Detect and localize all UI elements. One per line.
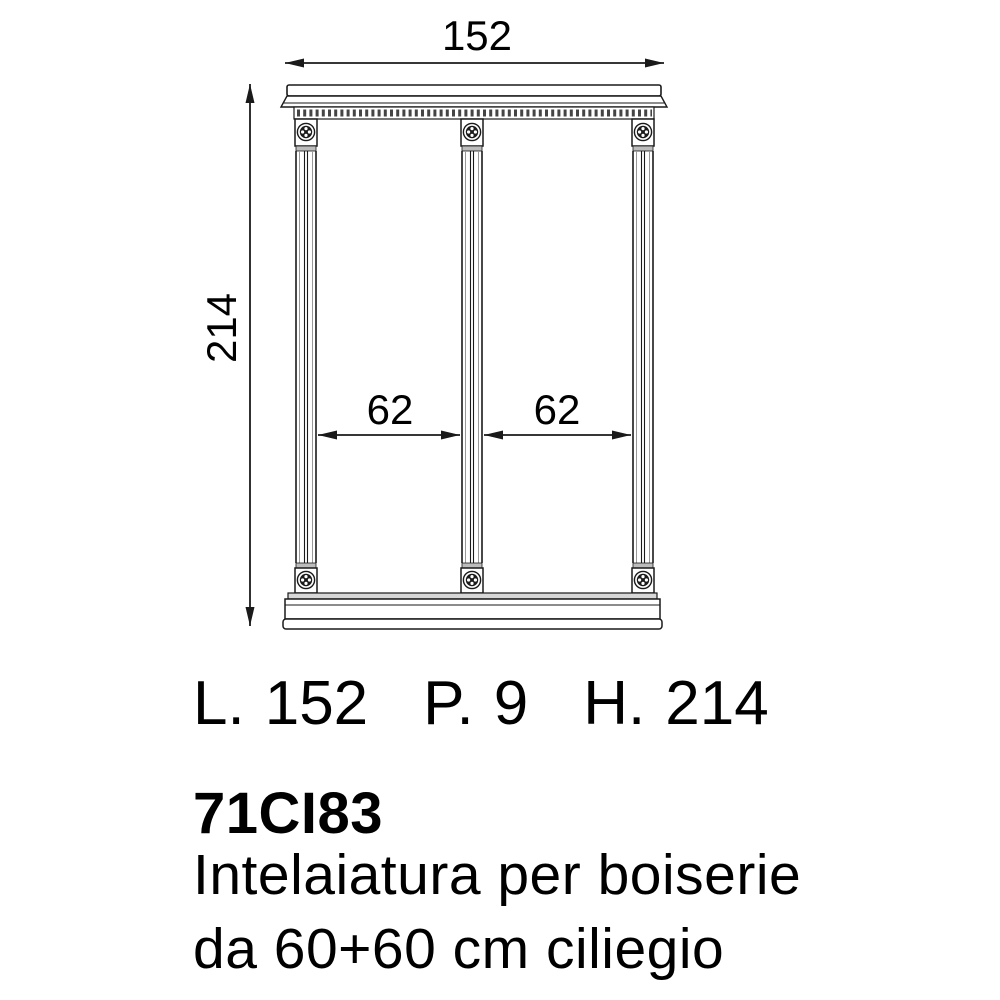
rosette-petal bbox=[638, 578, 641, 581]
rosette-petal bbox=[645, 130, 648, 133]
spec-length-value: 152 bbox=[264, 669, 369, 738]
pilaster-center bbox=[461, 119, 483, 593]
plinth-top-strip bbox=[288, 593, 657, 599]
cabinet-cornice bbox=[281, 85, 667, 119]
rosette-petal bbox=[308, 578, 311, 581]
rosette-petal bbox=[641, 127, 644, 130]
rosette-petal bbox=[308, 130, 311, 133]
plinth-body bbox=[285, 599, 660, 619]
rosette-petal bbox=[638, 130, 641, 133]
rosette-petal bbox=[474, 578, 477, 581]
specs-line bbox=[193, 668, 769, 739]
capital-band-top-right bbox=[633, 146, 653, 151]
spec-depth bbox=[423, 668, 528, 739]
spec-length-label: L. bbox=[193, 669, 245, 738]
plinth-base-step bbox=[283, 619, 662, 629]
rosette-petal bbox=[467, 130, 470, 133]
rosette-petal bbox=[301, 578, 304, 581]
dimension-width-label: 152 bbox=[441, 12, 513, 59]
pilaster-left bbox=[295, 119, 317, 593]
rosette-petal bbox=[641, 575, 644, 578]
rosette-petal bbox=[301, 130, 304, 133]
product-description-line1: Intelaiatura per boiserie bbox=[193, 843, 802, 907]
rosette-petal bbox=[470, 134, 473, 137]
rosette-petal bbox=[304, 127, 307, 130]
spec-depth-label: P. bbox=[423, 669, 474, 738]
rosette-petal bbox=[645, 578, 648, 581]
dimension-bay-left-label: 62 bbox=[366, 386, 414, 433]
spec-length bbox=[193, 668, 368, 739]
pilaster-right bbox=[632, 119, 654, 593]
rosette-petal bbox=[641, 582, 644, 585]
rosette-petal bbox=[641, 134, 644, 137]
spec-height-label: H. bbox=[583, 669, 646, 738]
rosette-petal bbox=[474, 130, 477, 133]
rosette-petal bbox=[304, 575, 307, 578]
capital-band-top-center bbox=[462, 146, 482, 151]
dimension-bay-right-label: 62 bbox=[533, 386, 581, 433]
cornice-flare bbox=[281, 96, 667, 107]
rosette-petal bbox=[470, 582, 473, 585]
rosette-petal bbox=[470, 127, 473, 130]
dimension-width bbox=[285, 12, 664, 63]
capital-band-top-left bbox=[296, 146, 316, 151]
spec-height-value: 214 bbox=[665, 669, 769, 738]
rosette-petal bbox=[470, 575, 473, 578]
product-code: 71CI83 bbox=[193, 781, 384, 846]
rosette-petal bbox=[304, 582, 307, 585]
spec-depth-value: 9 bbox=[493, 669, 529, 738]
product-description-line2: da 60+60 cm ciliegio bbox=[193, 917, 725, 981]
dimension-bay-right bbox=[484, 386, 631, 435]
cabinet-plinth bbox=[283, 593, 662, 629]
spec-height bbox=[583, 668, 768, 739]
rosette-petal bbox=[467, 578, 470, 581]
cornice-top-band bbox=[287, 85, 661, 96]
dimension-height-label: 214 bbox=[198, 292, 245, 364]
rosette-petal bbox=[304, 134, 307, 137]
dimension-bay-left bbox=[318, 386, 460, 435]
dimension-height bbox=[198, 84, 250, 626]
